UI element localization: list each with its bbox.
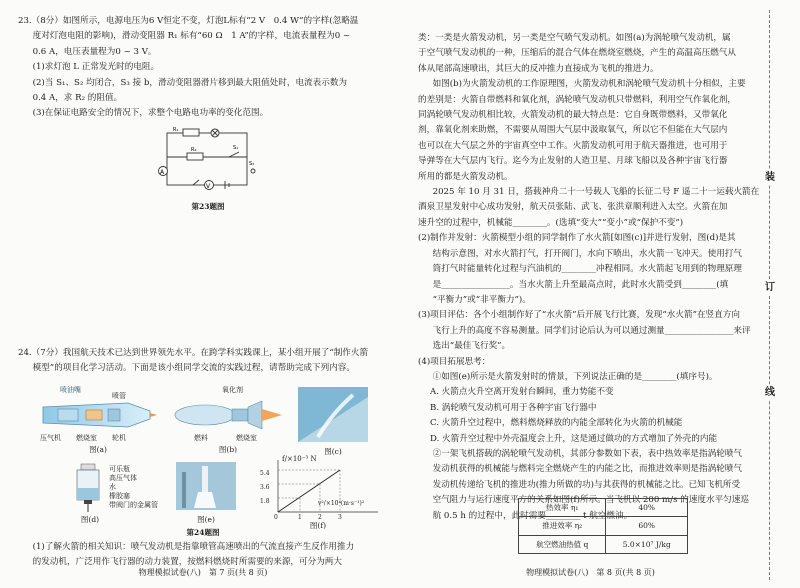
table-row <box>519 499 688 517</box>
binding-char: 订 <box>762 280 778 295</box>
q4-option: B. 涡轮喷气发动机可用于各种宇宙飞行器中 <box>430 402 597 413</box>
q23-line: 23.（8分）如图所示，电源电压为6 V恒定不变，灯泡L标有“2 V 0.4 W”的字样(忽略温 <box>18 16 359 26</box>
svg-text:S₃: S₃ <box>249 161 255 167</box>
figure-e-rocket-launch-photo <box>176 462 246 524</box>
left-page <box>18 0 388 588</box>
fig-d-caption: 图(d) <box>80 515 100 524</box>
q2-line: 是________________。当水火箭上升至最高点时，此时水火箭受到________(填 <box>432 279 729 290</box>
graph-xtick: 0 <box>274 514 278 521</box>
table-cell: 40% <box>606 499 688 517</box>
label-gas: 高压气体 <box>109 474 137 482</box>
circuit-diagram <box>153 125 263 212</box>
fig-a-caption: 图(a) <box>89 445 107 454</box>
label-stopper: 橡胶塞 <box>109 492 130 500</box>
q4-sub2-line: 航 0.5 h 的过程中，此时需要________ t 航空燃油。 <box>432 510 633 521</box>
question-24 <box>18 346 388 377</box>
q2-line: 结构示意图，对水火箭打气，打开阀门，水向下喷出，水火箭一飞冲天。使用打气 <box>432 248 742 259</box>
engine-params-table <box>518 498 688 554</box>
q3-line: (3)项目评估：各个小组制作好了“水火箭”后开展飞行比赛，发现“水火箭”在竖直方向 <box>418 310 740 321</box>
q2-line: “平衡力”或“非平衡力”)。 <box>432 294 531 305</box>
svg-text:V: V <box>206 183 211 190</box>
figure-b-rocket-engine <box>170 385 285 455</box>
q23-line: 0.6 A，电压表量程为0 ~ 3 V。 <box>32 46 157 57</box>
fig-c-caption: 图(c) <box>324 447 342 456</box>
svg-text:R₂: R₂ <box>191 147 197 153</box>
label-bottle: 可乐瓶 <box>109 465 130 473</box>
q4-heading: (4)项目拓展思考： <box>418 356 491 367</box>
para1-line: 体从尾部高速喷出，其巨大的反冲推力直接成为飞机的推进力。 <box>418 63 659 74</box>
label-oxidizer: 氧化剂 <box>222 386 243 394</box>
para3-line: 酒泉卫星发射中心成功发射，航天员张陆、武飞、张洪章顺利进入太空。火箭在加 <box>418 202 728 213</box>
q3-line: 飞行上升的高度不容易测量。同学们讨论后认为可以通过测量________________来评 <box>432 325 751 336</box>
para3-line: 速升空的过程中，机械能________。(选填“变大”“变小”或“保护不变”) <box>418 217 684 228</box>
table-row <box>519 535 688 553</box>
figure-a-turbojet <box>38 385 158 455</box>
para3-line: 2025 年 10 月 31 日，搭载神舟二十一号载人飞船的长征二号 F 遥二十一运载火箭在 <box>432 187 760 198</box>
q24-q1-line: (1)了解火箭的相关知识：喷气发动机是指靠喷管高速喷出的气流直接产生反作用推力 <box>32 542 355 552</box>
label-water: 水 <box>109 483 116 491</box>
graph-ytick: 5.4 <box>260 470 270 477</box>
para2-line: 同涡轮喷气发动机相比较，火箭发动机的最大特点是：它自身既带燃料，又带氧化 <box>418 110 728 121</box>
q2-line: (2)制作并发射：火箭模型小组的同学制作了水火箭[如图(c)]并进行发射，图(d)是其 <box>418 233 736 244</box>
para2-line: 的差别是：火箭自带燃料和氧化剂，涡轮喷气发动机只带燃料，利用空气作氧化剂， <box>418 94 736 105</box>
water-rocket-photo <box>298 387 368 442</box>
q24-q1-line: 的发动机，广泛用作飞行器的动力装置，按燃料燃烧时所需要的来源，可分为两大 <box>32 557 342 568</box>
q23-line: (2)当 S₁、S₂ 均闭合，S₃ 接 b，滑动变阻器滑片移到最大阻值处时，电流表示数为 <box>32 77 348 88</box>
q4-sub1: ①如图(e)所示是火箭发射时的情景，下列说法正确的是________(填序号)。 <box>432 371 718 382</box>
table-cell: 60% <box>606 517 688 535</box>
binding-margin <box>762 10 778 580</box>
graph-xtick: 1 <box>298 514 302 521</box>
bottle-svg <box>73 462 107 512</box>
q4-option: A. 火箭点火升空离开发射台瞬间，重力势能不变 <box>430 387 614 398</box>
para2-line: 所用的都是火箭发动机。 <box>418 171 513 182</box>
para2-line: 也可以在大气层之外的宇宙真空中工作。火箭发动机可用于航天器推进，也可用于 <box>418 140 728 151</box>
para2-line: 导弹等在大气层内飞行。迄今为止发射的人造卫星、月球飞船以及各种宇宙飞行器 <box>418 156 728 167</box>
right-text-block <box>418 31 763 524</box>
q24-line: 模型”的项目化学习活动。下面是该小组同学交流的实践过程，请帮助完成下列内容。 <box>32 363 355 374</box>
figure-24-caption: 第24题图 <box>186 528 220 537</box>
figure-d-structure <box>73 462 168 524</box>
graph-xtick: 3 <box>338 514 342 521</box>
graph-ylabel: f/×10⁻³ N <box>282 455 317 463</box>
para2-line: 如图(b)为火箭发动机的工作原理图，火箭发动机和涡轮喷气发动机十分相似，主要 <box>432 79 746 90</box>
rocket-launch-photo <box>176 462 236 510</box>
q4-sub2-line: 空气阻力与运行速度平方的关系如图(f)所示。当飞机以 200 m/s 的速度水平匀速巡 <box>432 495 749 506</box>
fig-e-caption: 图(e) <box>197 515 215 524</box>
para2-line: 剂，靠氧化剂来助燃，不需要从周围大气层中汲取氧气，所以它不但能在大气层内 <box>418 125 728 136</box>
table-cell: 5.0×10⁷ J/kg <box>606 535 688 553</box>
table-cell: 推进效率 η₂ <box>519 517 606 535</box>
q4-option: D. 火箭升空过程中外壳温度会上升，这是通过做功的方式增加了外壳的内能 <box>430 433 718 444</box>
svg-text:R₁: R₁ <box>173 127 179 133</box>
para1-line: 于空气喷气发动机的一种，压缩后的混合气体在燃烧室燃烧，产生的高温高压燃气从 <box>418 48 736 59</box>
circuit-svg <box>153 125 263 195</box>
figure-c-water-rocket-photo <box>298 387 378 455</box>
q4-sub2-line: 发动机获得的机械能与燃料完全燃烧产生的内能之比，而推进效率则是指涡轮喷气 <box>432 464 742 475</box>
q4-sub2-line: 发动机传递给飞机的推进功(推力所做的功)与其获得的机械能之比。已知飞机所受 <box>432 479 741 490</box>
label-exhaust: 喷管 <box>112 392 126 400</box>
right-page <box>418 0 763 588</box>
q23-line: (1)求灯泡 L 正常发光时的电阻。 <box>32 62 160 73</box>
graph-ytick: 1.8 <box>260 498 270 505</box>
q3-line: 选出“最佳飞行奖”。 <box>432 341 511 352</box>
graph-xtick: 2 <box>318 514 322 521</box>
label-fuel: 燃料 <box>194 434 208 442</box>
svg-text:S₁: S₁ <box>233 145 239 151</box>
page-footer-right: 物理模拟试卷(八) 第 8 页(共 8 页) <box>526 567 655 577</box>
fig-b-caption: 图(b) <box>218 445 238 454</box>
binding-char: 装 <box>762 170 778 185</box>
para1-line: 类：一类是火箭发动机，另一类是空气喷气发动机。如图(a)为涡轮喷气发动机，属 <box>418 33 731 43</box>
figure-caption: 第23题图 <box>191 202 225 212</box>
svg-text:A: A <box>160 169 165 176</box>
q4-option: C. 火箭升空过程中，燃料燃烧释放的内能全部转化为火箭的机械能 <box>430 418 683 429</box>
figure-f-graph <box>258 455 383 530</box>
q23-line: 0.4 A，求 R₂ 的阻值。 <box>32 93 123 104</box>
q2-line: 筒打气时能量转化过程与汽油机的________冲程相同。水火箭起飞用到的物理原理 <box>432 264 742 275</box>
q24-line: 24.（7分）我国航天技术已达到世界领先水平。在跨学科实践课上，某小组开展了“制作火箭 <box>18 348 369 358</box>
label-nozzle: 喷油嘴 <box>60 386 81 394</box>
table-cell: 热效率 η₁ <box>519 499 606 517</box>
table-row <box>519 517 688 535</box>
label-valve-tube: 带阀门的金属管 <box>109 501 158 509</box>
label-compressor: 压气机 <box>40 434 61 442</box>
graph-ytick: 3.6 <box>260 484 270 491</box>
q4-sub2-line: ②一架飞机搭载的涡轮喷气发动机，其部分参数如下表，表中热效率是指涡轮喷气 <box>432 448 742 459</box>
question-23 <box>18 14 388 122</box>
binding-char: 线 <box>762 385 778 400</box>
q23-line: 度对灯泡电阻的影响)，滑动变阻器 R₁ 标有“60 Ω 1 A”的字样，电流表量程为0 ~ <box>32 31 351 42</box>
table-cell: 航空燃油热值 q <box>519 535 606 553</box>
graph-xlabel: v²/×10⁴(m·s⁻¹)² <box>318 500 365 507</box>
label-chamber: 燃烧室 <box>236 434 257 442</box>
page-footer-left: 物理模拟试卷(八) 第 7 页(共 8 页) <box>138 567 268 577</box>
label-turbine: 轮机 <box>112 434 126 442</box>
fig-f-caption: 图(f) <box>309 521 327 530</box>
label-combustor: 燃烧室 <box>76 434 97 442</box>
q23-line: (3)在保证电路安全的情况下，求整个电路电功率的变化范围。 <box>32 108 269 119</box>
